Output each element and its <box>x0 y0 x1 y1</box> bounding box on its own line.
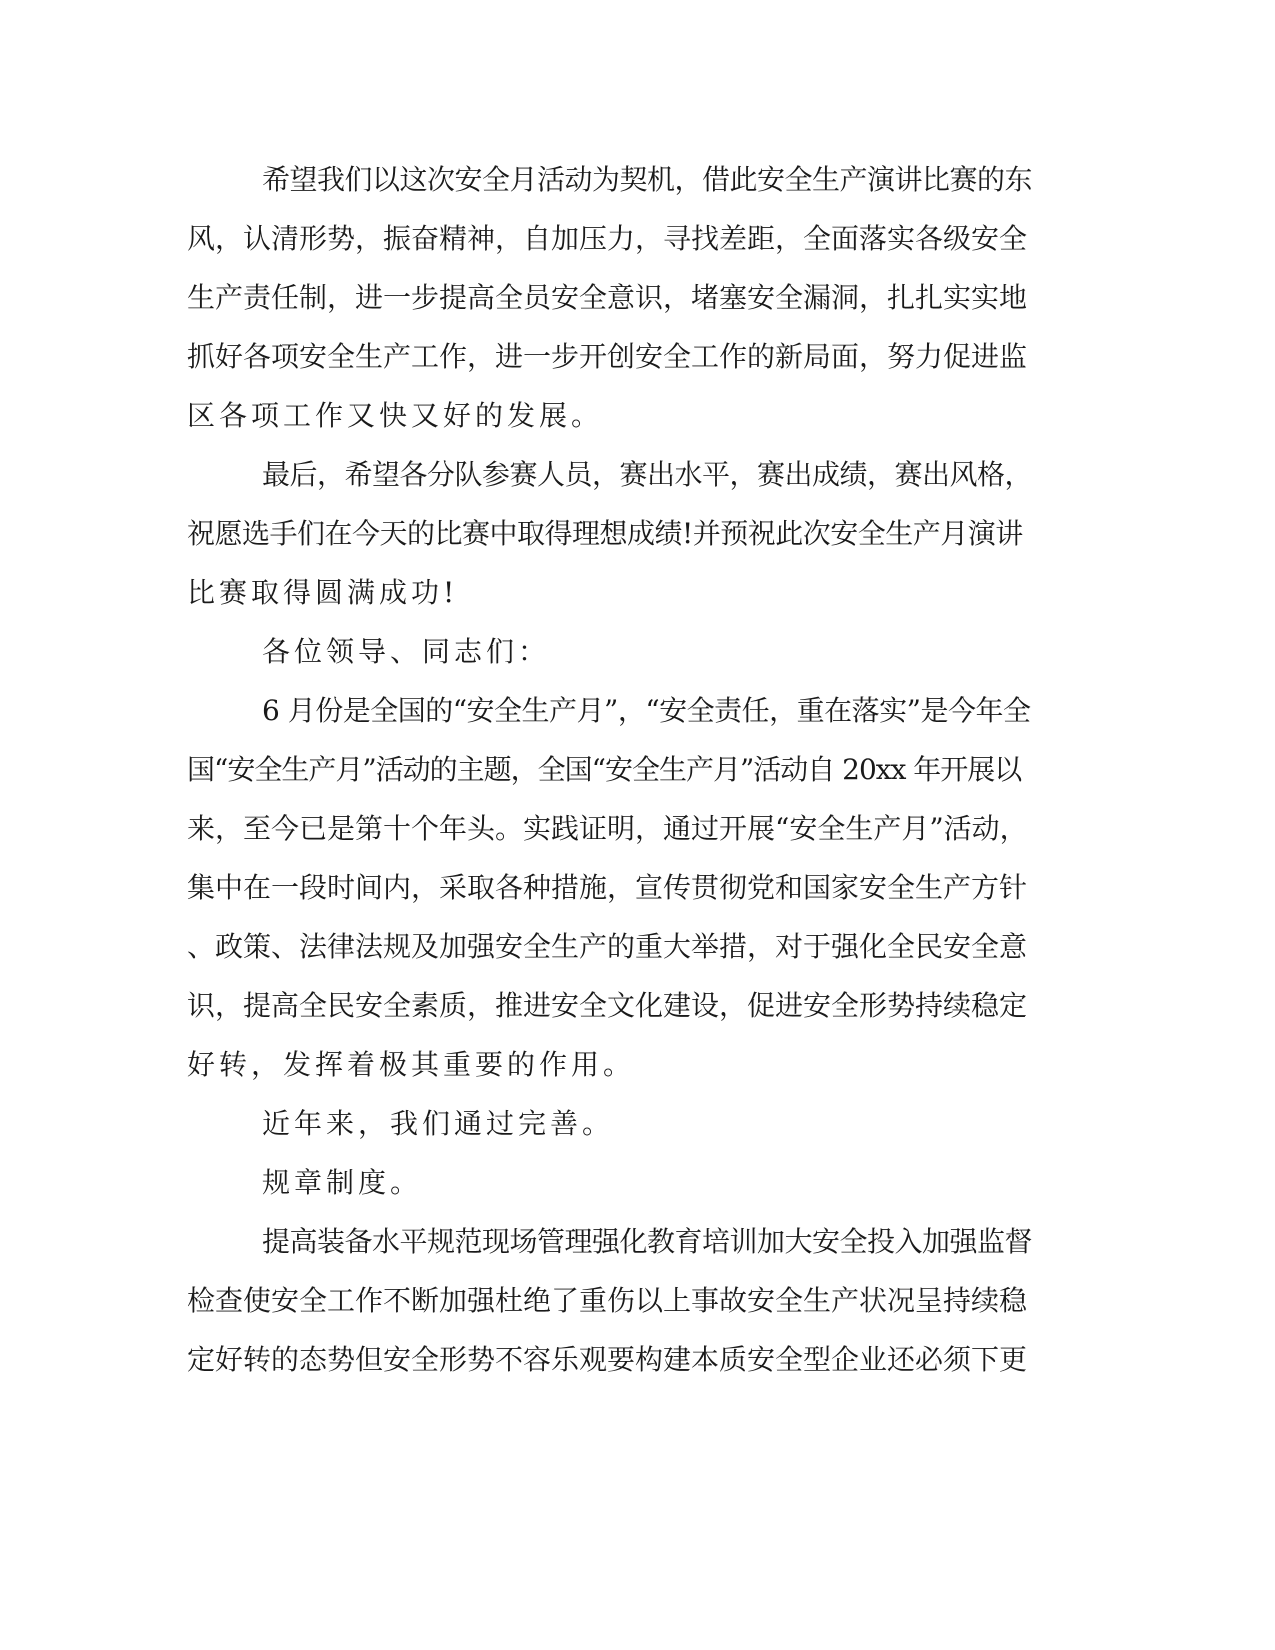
paragraph-line: 最后，希望各分队参赛人员，赛出水平，赛出成绩，赛出风格， <box>262 458 1033 491</box>
paragraph-line: 检查使安全工作不断加强杜绝了重伤以上事故安全生产状况呈持续稳 <box>187 1284 1028 1317</box>
paragraph-line: 国“安全生产月”活动的主题，全国“安全生产月”活动自 20xx 年开展以 <box>187 753 1022 786</box>
paragraph-line: 规章制度。 <box>262 1166 423 1199</box>
paragraph-line: 区各项工作又快又好的发展。 <box>187 399 604 432</box>
paragraph-line: 比赛取得圆满成功! <box>187 576 459 609</box>
paragraph-line: 定好转的态势但安全形势不容乐观要构建本质安全型企业还必须下更 <box>187 1343 1028 1376</box>
paragraph-line: 生产责任制，进一步提高全员安全意识，堵塞安全漏洞，扎扎实实地 <box>187 281 1028 314</box>
salutation-line: 各位领导、同志们： <box>262 635 551 668</box>
paragraph-line: 祝愿选手们在今天的比赛中取得理想成绩!并预祝此次安全生产月演讲 <box>187 517 1023 550</box>
paragraph-line: 集中在一段时间内，采取各种措施，宣传贯彻党和国家安全生产方针 <box>187 871 1028 904</box>
paragraph-line: 来，至今已是第十个年头。实践证明，通过开展“安全生产月”活动， <box>187 812 1028 845</box>
paragraph-line: 抓好各项安全生产工作，进一步开创安全工作的新局面，努力促进监 <box>187 340 1028 373</box>
paragraph-line: 6 月份是全国的“安全生产月”，“安全责任，重在落实”是今年全 <box>262 694 1031 727</box>
paragraph-line: 风，认清形势，振奋精神，自加压力，寻找差距，全面落实各级安全 <box>187 222 1028 255</box>
paragraph-line: 提高装备水平规范现场管理强化教育培训加大安全投入加强监督 <box>262 1225 1033 1258</box>
paragraph-line: 好转，发挥着极其重要的作用。 <box>187 1048 636 1081</box>
paragraph-line: 、政策、法律法规及加强安全生产的重大举措，对于强化全民安全意 <box>187 930 1028 963</box>
paragraph-line: 识，提高全民安全素质，推进安全文化建设，促进安全形势持续稳定 <box>187 989 1028 1022</box>
paragraph-line: 近年来，我们通过完善。 <box>262 1107 615 1140</box>
paragraph-line: 希望我们以这次安全月活动为契机，借此安全生产演讲比赛的东 <box>262 163 1033 196</box>
